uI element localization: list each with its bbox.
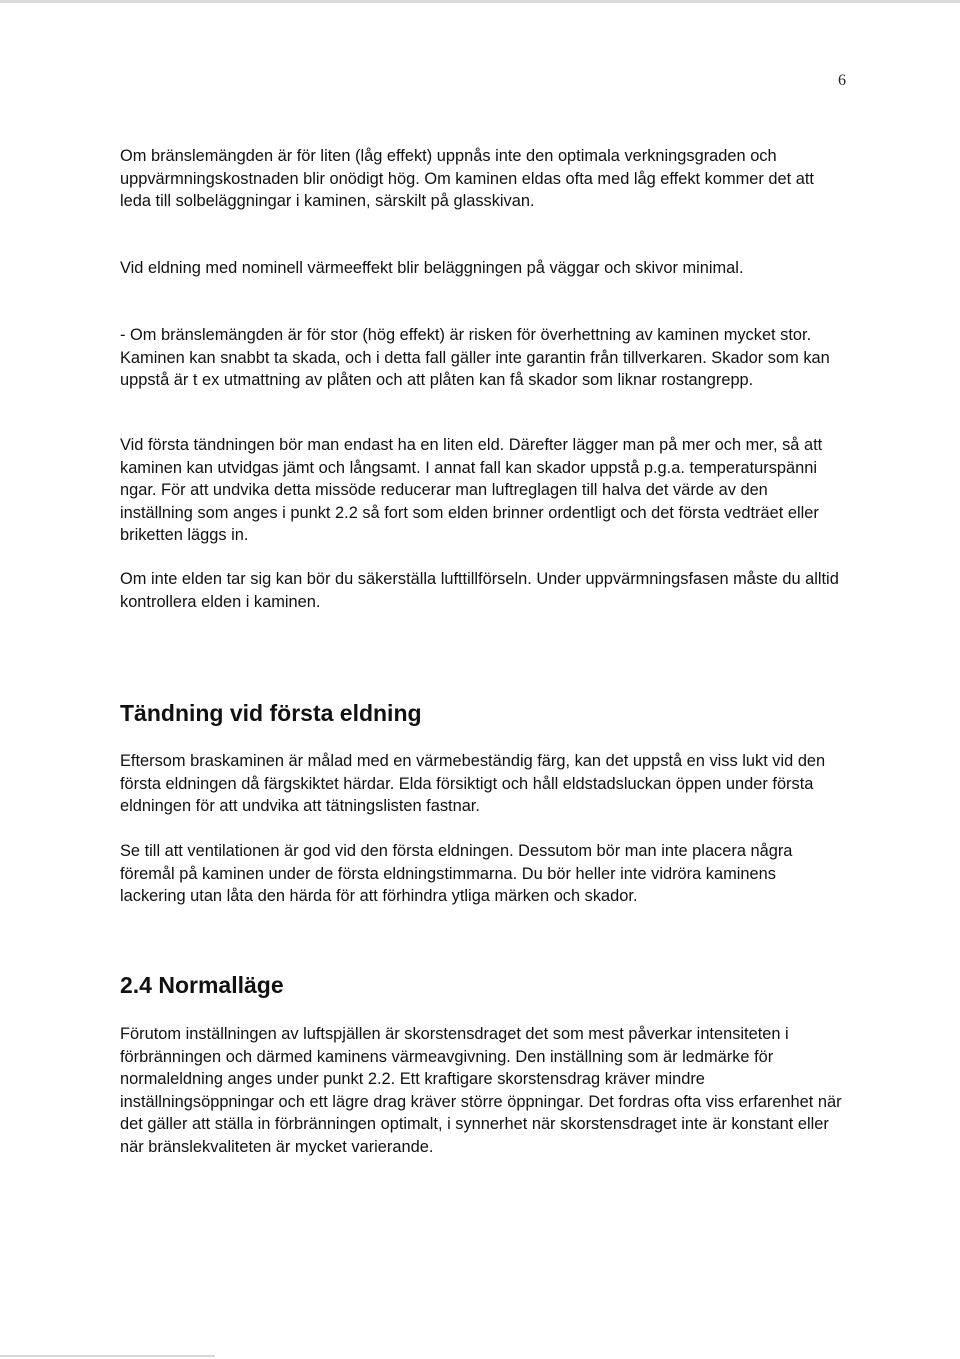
scan-bottom-edge [0,1355,215,1357]
paragraph-low-fuel: Om bränslemängden är för liten (låg effekt) uppnås inte den optimala verkningsgraden och uppvärmningskostnaden blir onödigt hög. Om kaminen eldas ofta med låg effekt kommer det att leda till solbeläggningar i kaminen, särskilt på glasskivan. [120,147,814,210]
paragraph-chimney-draft: Förutom inställningen av luftspjällen är skorstensdraget det som mest påverkar intensiteten i förbränningen och därmed kaminens värmeavgivning. Den inställning som är ledmärke för normaleldning anges under punkt 2.2. Ett kraftigare skorstensdrag kräver mindre inställningsöppningar och ett lägre drag kräver större öppningar. Det fordras ofta viss erfarenhet när det gäller att ställa in förbränningen optimalt, i synnerhet när skorstensdraget inte är konstant eller när bränslekvaliteten är mycket varierande. [120,1025,842,1156]
scan-top-edge [0,0,960,3]
page-number: 6 [838,72,846,89]
heading-normal-position: 2.4 Normalläge [120,972,284,998]
paragraph-air-supply: Om inte elden tar sig kan bör du säkerställa lufttillförseln. Under uppvärmningsfasen måste du alltid kontrollera elden i kaminen. [120,570,839,611]
paragraph-high-fuel: - Om bränslemängden är för stor (hög effekt) är risken för överhettning av kaminen mycket stor. Kaminen kan snabbt ta skada, och i detta fall gäller inte garantin från tillverkaren. Skador som kan uppstå är t ex utmattning av plåten och att plåten kan få skador som liknar rostangrepp. [120,326,830,389]
paragraph-ventilation: Se till att ventilationen är god vid den första eldningen. Dessutom bör man inte placera några föremål på kaminen under de första eldningstimmarna. Du bör heller inte vidröra kaminens lackering utan låta den härda för att förhindra ytliga märken och skador. [120,842,793,905]
paragraph-nominal-output: Vid eldning med nominell värmeeffekt blir beläggningen på väggar och skivor minimal. [120,259,744,277]
paragraph-first-ignition: Vid första tändningen bör man endast ha en liten eld. Därefter lägger man på mer och mer, så att kaminen kan utvidgas jämt och långsamt. I annat fall kan skador uppstå p.g.a. temperaturspänni ngar. För att undvika detta missöde reducerar man luftreglagen till halva det värde av den inställning som anges i punkt 2.2 så fort som elden brinner ordentligt och det första vedträet eller briketten läggs in. [120,436,823,544]
paragraph-paint-smell: Eftersom braskaminen är målad med en värmebeständig färg, kan det uppstå en viss lukt vid den första eldningen då färgskiktet härdar. Elda försiktigt och håll eldstadsluckan öppen under första eldningen för att undvika att tätningslisten fastnar. [120,752,826,815]
heading-first-firing: Tändning vid första eldning [120,700,422,726]
